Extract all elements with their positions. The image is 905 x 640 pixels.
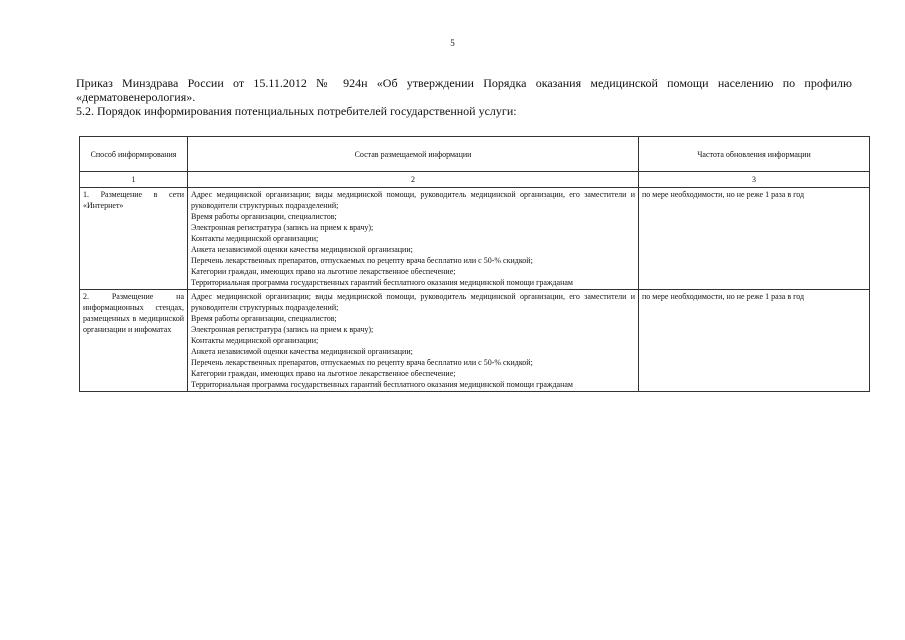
table-header-row <box>80 137 870 172</box>
method-cell: 2. Размещение на информационных стендах, размещенных в медицинской организации и инфоматах <box>80 290 188 392</box>
column-number: 2 <box>188 172 639 188</box>
section-heading: 5.2. Порядок информирования потенциальных потребителей государственной услуги: <box>76 104 517 118</box>
content-line: Контакты медицинской организации; <box>191 336 319 345</box>
content-line: Контакты медицинской организации; <box>191 234 319 243</box>
header-frequency: Частота обновления информации <box>639 137 870 172</box>
content-cell <box>188 290 639 392</box>
content-line: Перечень лекарственных препаратов, отпускаемых по рецепту врача бесплатно или с 50-% скидкой; <box>191 358 533 367</box>
column-number: 3 <box>639 172 870 188</box>
table-row <box>80 188 870 290</box>
content-line: Время работы организации, специалистов; <box>191 314 337 323</box>
header-content: Состав размещаемой информации <box>188 137 639 172</box>
content-line: Электронная регистратура (запись на прием к врачу); <box>191 325 374 334</box>
content-line: Перечень лекарственных препаратов, отпускаемых по рецепту врача бесплатно или с 50-% скидкой; <box>191 256 533 265</box>
page-number: 5 <box>450 38 455 48</box>
content-line: Адрес медицинской организации; виды медицинской помощи, руководитель медицинской организации, его заместители и руководители структурных подразделений; <box>191 190 635 210</box>
content-line: Адрес медицинской организации; виды медицинской помощи, руководитель медицинской организации, его заместители и руководители структурных подразделений; <box>191 292 635 312</box>
content-line: Категории граждан, имеющих право на льготное лекарственное обеспечение; <box>191 369 456 378</box>
content-cell <box>188 188 639 290</box>
content-line: Анкета независимой оценки качества медицинской организации; <box>191 347 413 356</box>
column-number: 1 <box>80 172 188 188</box>
intro-text <box>76 76 852 118</box>
column-number-row <box>80 172 870 188</box>
content-line: Анкета независимой оценки качества медицинской организации; <box>191 245 413 254</box>
header-method: Способ информирования <box>80 137 188 172</box>
content-line: Электронная регистратура (запись на прием к врачу); <box>191 223 374 232</box>
frequency-cell: по мере необходимости, но не реже 1 раза в год <box>639 188 870 290</box>
content-line: Время работы организации, специалистов; <box>191 212 337 221</box>
content-line: Территориальная программа государственных гарантий бесплатного оказания медицинской помощи гражданам <box>191 278 573 287</box>
content-line: Территориальная программа государственных гарантий бесплатного оказания медицинской помощи гражданам <box>191 380 573 389</box>
information-table <box>79 136 870 392</box>
content-line: Категории граждан, имеющих право на льготное лекарственное обеспечение; <box>191 267 456 276</box>
frequency-cell: по мере необходимости, но не реже 1 раза в год <box>639 290 870 392</box>
order-reference: Приказ Минздрава России от 15.11.2012 № 924н «Об утверждении Порядка оказания медицинской помощи населению по профилю «дерматовенерология». <box>76 76 852 104</box>
table-row <box>80 290 870 392</box>
method-cell: 1. Размещение в сети «Интернет» <box>80 188 188 290</box>
